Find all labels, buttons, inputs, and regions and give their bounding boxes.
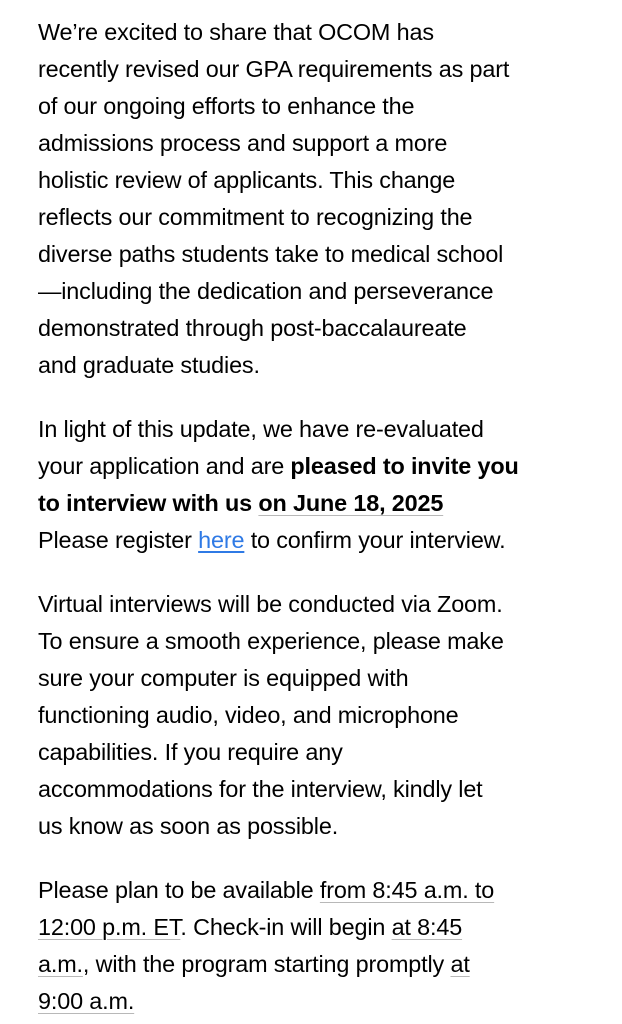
text-line (38, 909, 598, 946)
inline-text: your application and are (38, 453, 291, 479)
text-line: admissions process and support a more (38, 130, 448, 156)
email-body (38, 14, 598, 1020)
text-line: To ensure a smooth experience, please make (38, 628, 504, 654)
inline-text: Please register (38, 527, 199, 553)
text-line: —including the dedication and perseverance (38, 278, 494, 304)
paragraph-interview-invite (38, 411, 598, 559)
inline-text: to confirm your interview. (244, 527, 506, 553)
text-line: We’re excited to share that OCOM has (38, 19, 434, 45)
paragraph-schedule (38, 872, 598, 1020)
text-line: capabilities. If you require any (38, 739, 343, 765)
text-line: diverse paths students take to medical school (38, 241, 504, 267)
start-time-link[interactable]: at (450, 951, 470, 977)
start-time-link[interactable]: 9:00 a.m. (38, 988, 135, 1014)
checkin-time-link[interactable]: at 8:45 (391, 914, 463, 940)
register-link[interactable]: here (198, 527, 245, 553)
text-line (38, 983, 598, 1020)
text-line: sure your computer is equipped with (38, 665, 409, 691)
text-line: functioning audio, video, and microphone (38, 702, 459, 728)
text-line: reflects our commitment to recognizing the (38, 204, 473, 230)
paragraph-gpa-revision (38, 14, 598, 384)
text-line: recently revised our GPA requirements as part (38, 56, 510, 82)
paragraph-zoom-info (38, 586, 598, 845)
text-line: demonstrated through post-baccalaureate (38, 315, 467, 341)
text-line (38, 872, 598, 909)
text-line (38, 522, 598, 559)
text-line: In light of this update, we have re-evaluated (38, 416, 484, 442)
inline-text: , with the program starting promptly (82, 951, 451, 977)
invite-emphasis: to interview with us (38, 490, 259, 516)
checkin-time-link[interactable]: a.m. (38, 951, 83, 977)
interview-date-link[interactable]: on June 18, 2025 (258, 490, 444, 516)
time-range-link[interactable]: from 8:45 a.m. to (319, 877, 495, 903)
invite-emphasis: pleased to invite you (290, 453, 519, 479)
inline-text: Please plan to be available (38, 877, 320, 903)
text-line (38, 946, 598, 983)
text-line (38, 448, 598, 485)
text-line: accommodations for the interview, kindly let (38, 776, 483, 802)
time-range-link[interactable]: 12:00 p.m. ET (38, 914, 181, 940)
text-line: and graduate studies. (38, 352, 260, 378)
text-line: of our ongoing efforts to enhance the (38, 93, 415, 119)
text-line: Virtual interviews will be conducted via Zoom. (38, 591, 503, 617)
inline-text: . Check-in will begin (180, 914, 392, 940)
text-line: holistic review of applicants. This change (38, 167, 456, 193)
text-line (38, 485, 598, 522)
text-line: us know as soon as possible. (38, 813, 339, 839)
